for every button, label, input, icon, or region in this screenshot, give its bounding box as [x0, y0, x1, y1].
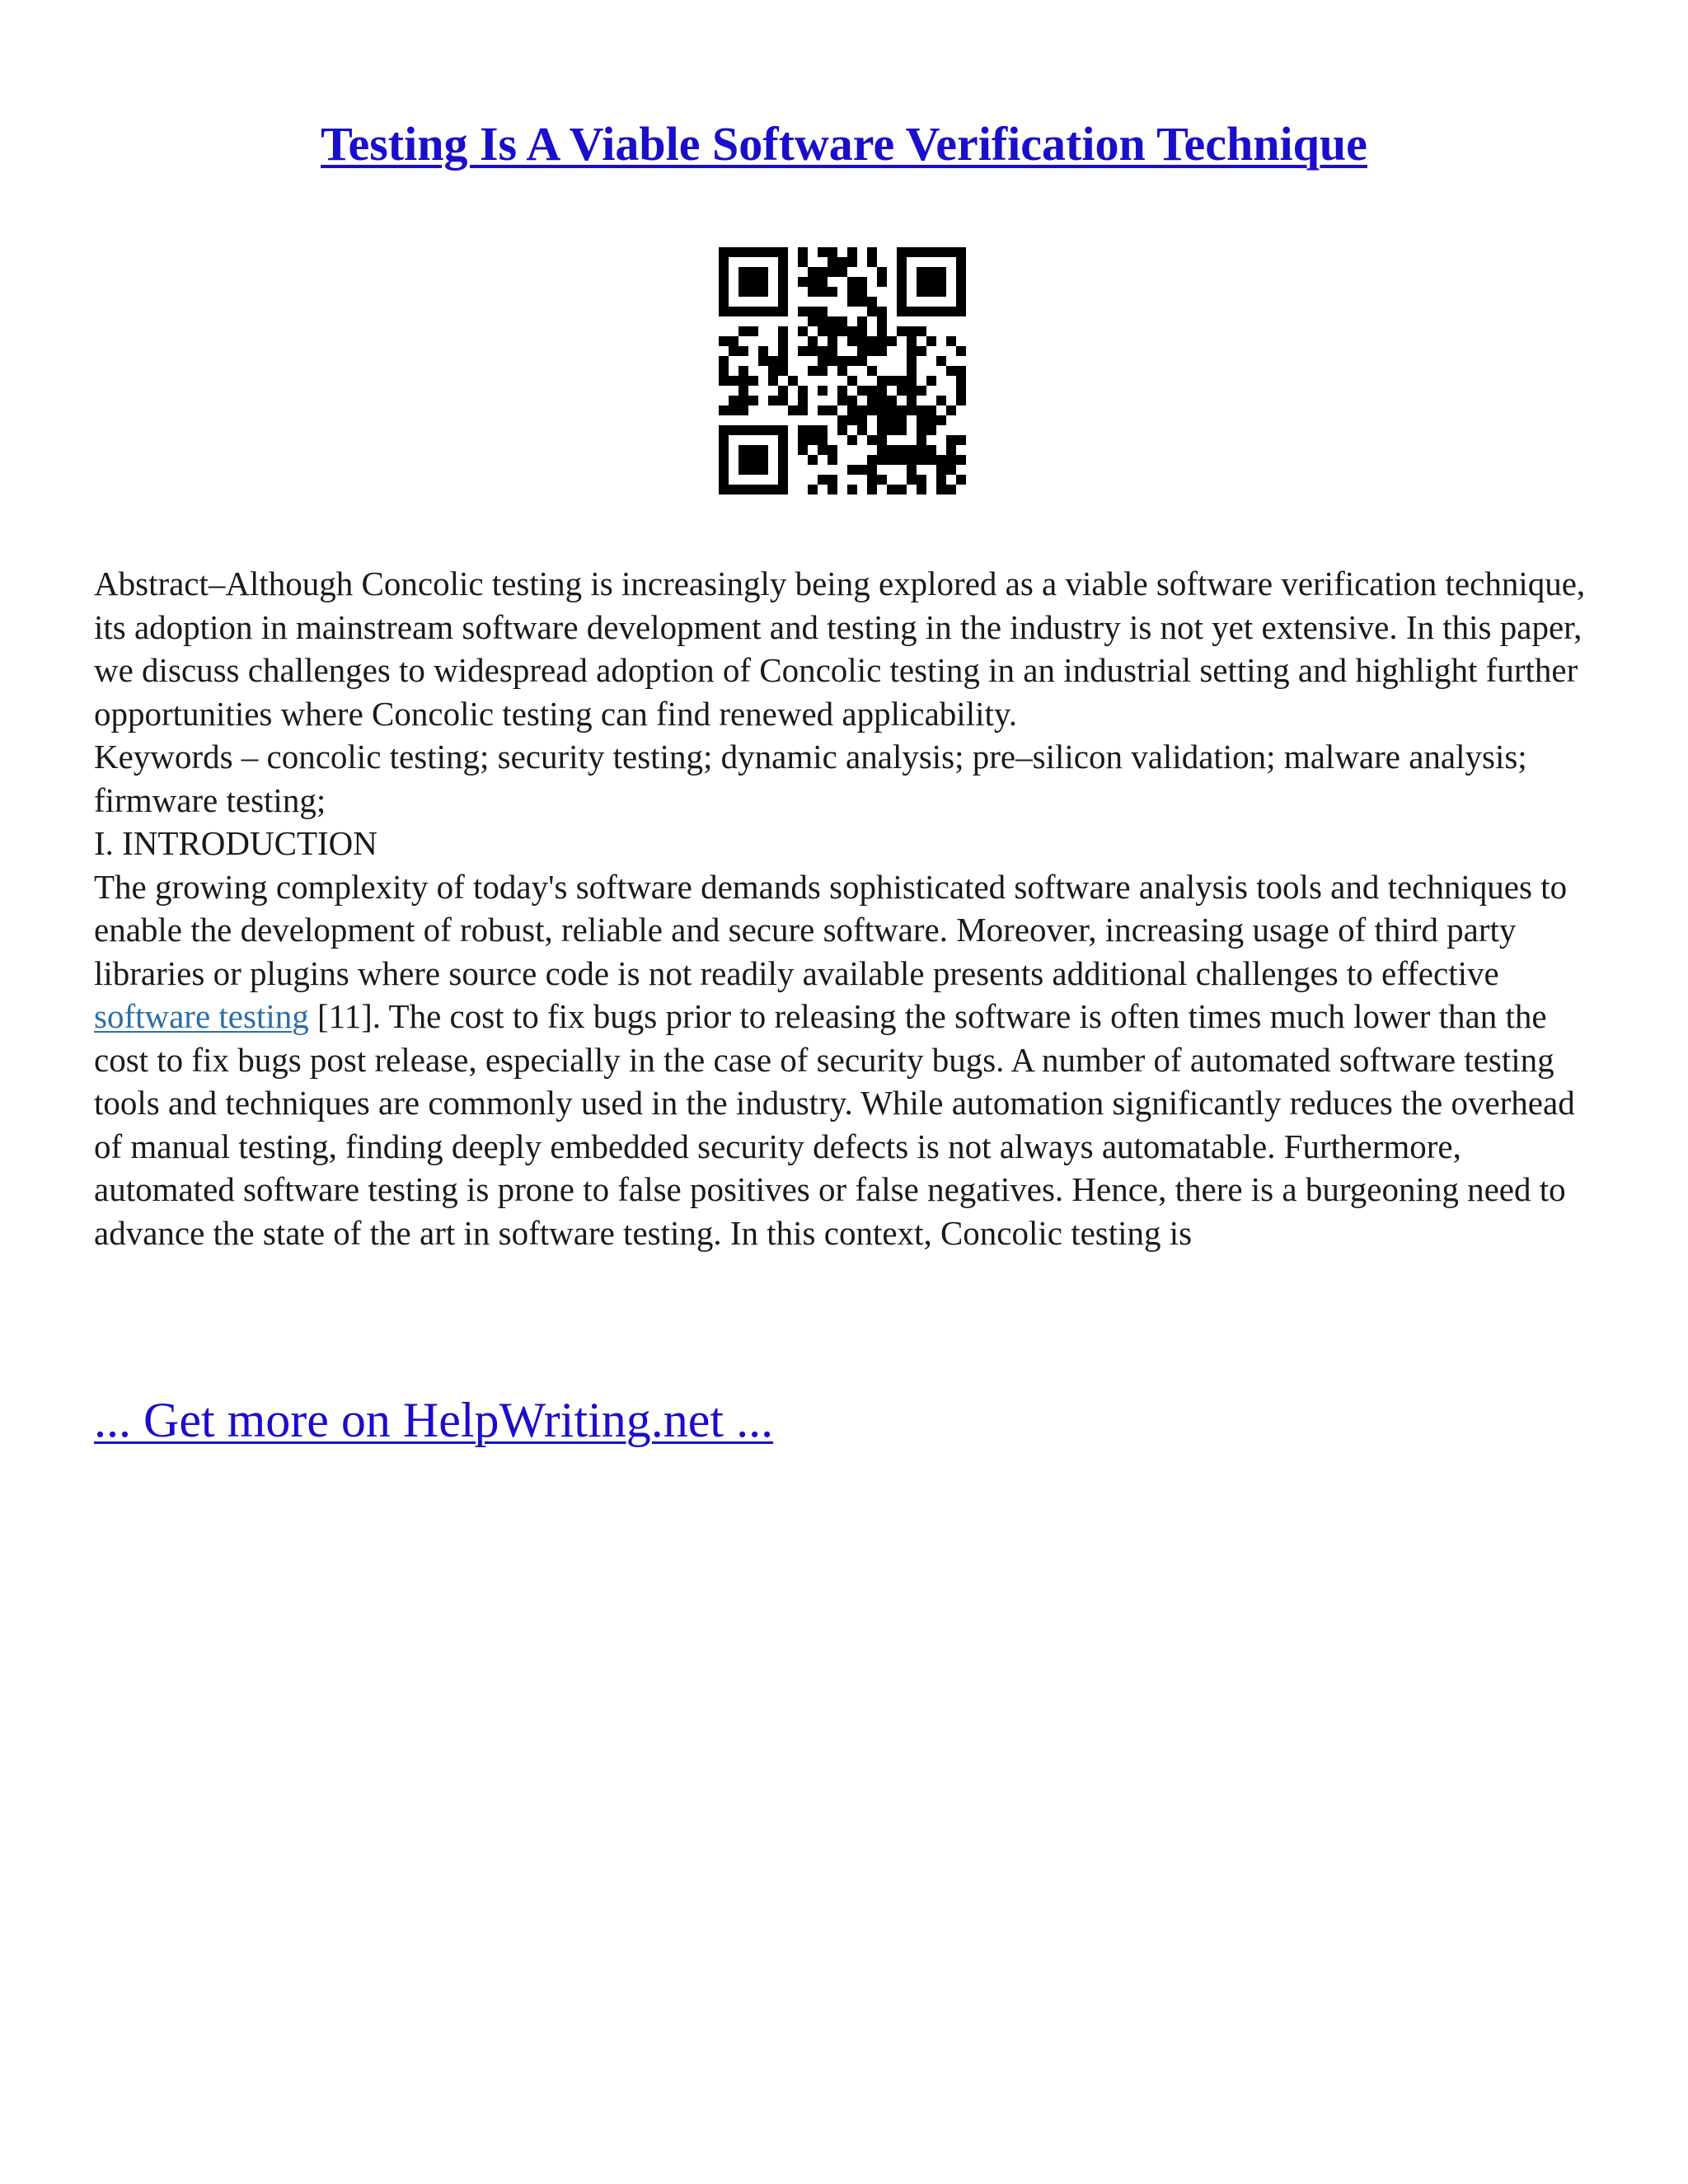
get-more-link[interactable]: ... Get more on HelpWriting.net ...: [94, 1393, 774, 1447]
qr-code-icon: [719, 247, 966, 494]
abstract-paragraph: Abstract–Although Concolic testing is increasingly being explored as a viable software verification technique, its adoption in mainstream software development and testing in the industry is not yet extensive. In this paper, we discuss challenges to widespread adoption of Concolic testing in an industrial setting and highlight further opportunities where Concolic testing can find renewed applicability.: [94, 565, 1586, 733]
section-heading: I. INTRODUCTION: [94, 824, 377, 862]
page-title: [0, 115, 1688, 173]
intro-text-part2: [11]. The cost to fix bugs prior to releasing the software is often times much lower than the cost to fix bugs post release, especially in the case of security bugs. A number of automated software testing tools and techniques are commonly used in the industry. While automation significantly reduces the overhead of manual testing, finding deeply embedded security defects is not always automatable. Furthermore, automated software testing is prone to false positives or false negatives. Hence, there is a burgeoning need to advance the state of the art in software testing. In this context, Concolic testing is: [94, 997, 1575, 1252]
intro-text-part1: The growing complexity of today's software demands sophisticated software analysis tools and techniques to enable the development of robust, reliable and secure software. Moreover, increasing usage of third party libraries or plugins where source code is not readily available presents additional challenges to effective: [94, 867, 1568, 992]
intro-paragraph: [94, 865, 1602, 1255]
keywords-paragraph: Keywords – concolic testing; security testing; dynamic analysis; pre–silicon validation; malware analysis; firmware testing;: [94, 738, 1527, 819]
software-testing-link[interactable]: software testing: [94, 997, 309, 1035]
article-body: [94, 562, 1602, 1254]
title-link[interactable]: Testing Is A Viable Software Verification Technique: [321, 117, 1367, 171]
